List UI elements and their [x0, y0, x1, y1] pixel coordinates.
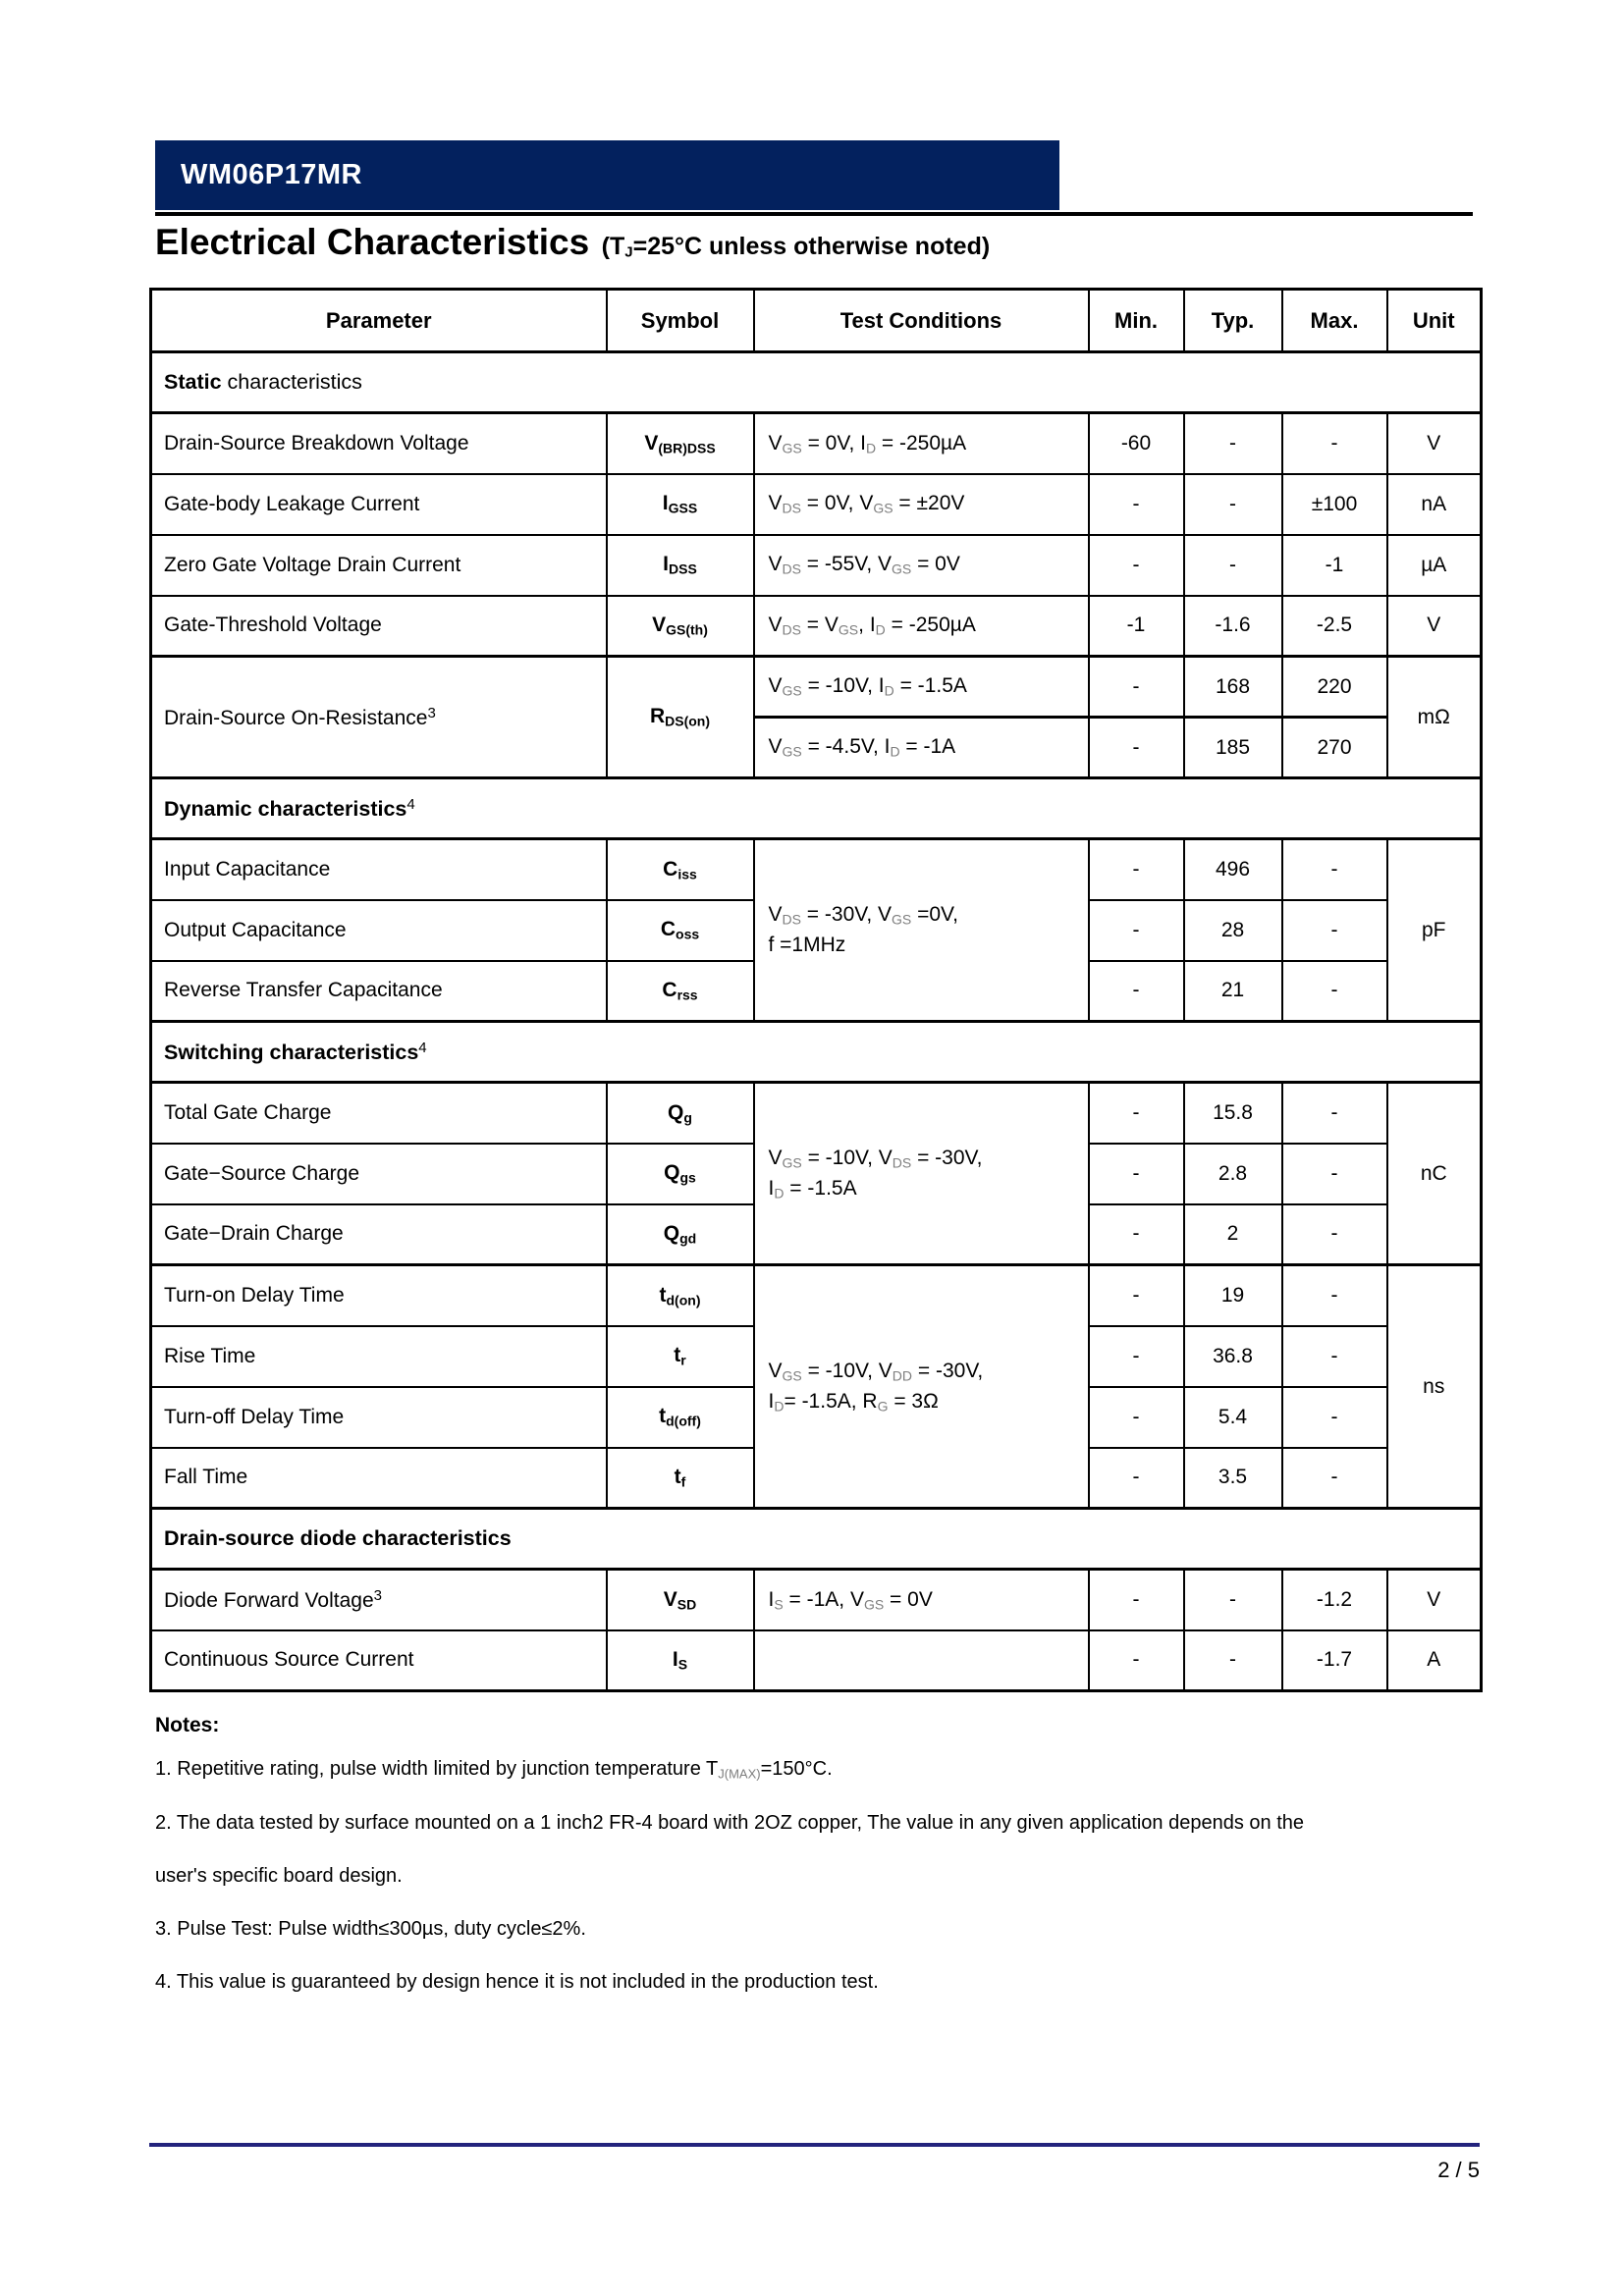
note-line: 4. This value is guaranteed by design hence it is not included in the production test. — [155, 1971, 879, 1994]
table-cell-param: Zero Gate Voltage Drain Current — [151, 535, 607, 596]
table-cell-cond: $V_{DS} = 0V$, $V_{GS} = \pm 20V$ — [754, 474, 1089, 535]
table-row — [151, 596, 1482, 657]
table-cell-num: - — [1089, 1448, 1184, 1509]
section-row — [151, 1022, 1482, 1083]
table-cell-param: Gate-body Leakage Current — [151, 474, 607, 535]
table-cell-num: 2 — [1184, 1204, 1282, 1265]
table-cell-num: - — [1089, 718, 1184, 778]
table-cell-param: Input Capacitance — [151, 839, 607, 900]
table-cell-sym: $V_{(BR)DSS}$ — [607, 413, 754, 474]
table-cell-num: - — [1184, 413, 1282, 474]
table-cell-num: -1.7 — [1282, 1630, 1387, 1691]
table-cell-param: Reverse Transfer Capacitance — [151, 961, 607, 1022]
footer-rule — [149, 2143, 1480, 2147]
table-cell-num: 220 — [1282, 657, 1387, 718]
table-cell-num: - — [1282, 1204, 1387, 1265]
note-line: user's specific board design. — [155, 1865, 403, 1888]
table-cell-num: 19 — [1184, 1265, 1282, 1326]
table-cell-num: - — [1184, 474, 1282, 535]
col-header-symbol: Symbol — [607, 290, 754, 352]
table-cell-sym: $Q_{gd}$ — [607, 1204, 754, 1265]
table-cell-num: 36.8 — [1184, 1326, 1282, 1387]
page-title-condition: ($T_J=25^\circ C$ unless otherwise noted) — [601, 233, 991, 261]
table-row — [151, 657, 1482, 718]
section-label: Dynamic characteristics$^4$ — [151, 778, 1482, 839]
table-cell-num: - — [1282, 1448, 1387, 1509]
table-row — [151, 1630, 1482, 1691]
table-row — [151, 1570, 1482, 1630]
table-cell-num: - — [1089, 1083, 1184, 1144]
section-label: Drain-source diode characteristics — [151, 1509, 1482, 1570]
table-cell-sym: $V_{SD}$ — [607, 1570, 754, 1630]
note-line: 2. The data tested by surface mounted on a 1 inch2 FR-4 board with 2OZ copper, The value in any given application depends on the — [155, 1812, 1305, 1835]
table-cell-num: -1.2 — [1282, 1570, 1387, 1630]
table-cell-sym: $C_{iss}$ — [607, 839, 754, 900]
table-cell-cond — [754, 1630, 1089, 1691]
table-cell-num: - — [1282, 839, 1387, 900]
table-cell-num: 21 — [1184, 961, 1282, 1022]
table-cell-param: Total Gate Charge — [151, 1083, 607, 1144]
table-cell-num: -2.5 — [1282, 596, 1387, 657]
table-cell-num: - — [1089, 1570, 1184, 1630]
table-row — [151, 1083, 1482, 1144]
table-cell-cond: $V_{DS} = -55V$, $V_{GS} = 0V$ — [754, 535, 1089, 596]
table-cell-unit: V — [1387, 596, 1482, 657]
table-row — [151, 1265, 1482, 1326]
table-cell-num: -1.6 — [1184, 596, 1282, 657]
table-cell-sym: $C_{rss}$ — [607, 961, 754, 1022]
table-cell-num: 5.4 — [1184, 1387, 1282, 1448]
header-rule — [155, 212, 1473, 216]
table-cell-num: - — [1089, 1204, 1184, 1265]
table-cell-num: -1 — [1282, 535, 1387, 596]
table-cell-unit: ns — [1387, 1265, 1482, 1509]
notes-heading: Notes: — [155, 1714, 220, 1736]
table-row — [151, 413, 1482, 474]
table-cell-param: Drain-Source Breakdown Voltage — [151, 413, 607, 474]
table-cell-num: - — [1282, 1265, 1387, 1326]
table-cell-num: 28 — [1184, 900, 1282, 961]
table-cell-sym: $t_r$ — [607, 1326, 754, 1387]
col-header-test-conditions: Test Conditions — [754, 290, 1089, 352]
table-cell-num: 270 — [1282, 718, 1387, 778]
table-cell-unit: nA — [1387, 474, 1482, 535]
table-cell-param: Fall Time — [151, 1448, 607, 1509]
table-cell-num: 15.8 — [1184, 1083, 1282, 1144]
table-row — [151, 535, 1482, 596]
section-label: Static characteristics — [151, 352, 1482, 413]
table-cell-num: - — [1184, 1570, 1282, 1630]
table-cell-unit: pF — [1387, 839, 1482, 1022]
table-row — [151, 474, 1482, 535]
note-line: 1. Repetitive rating, pulse width limited by junction temperature $T_{J(MAX)}=150^\circ C$. — [155, 1758, 833, 1782]
table-cell-num: -60 — [1089, 413, 1184, 474]
table-cell-num: -1 — [1089, 596, 1184, 657]
table-cell-param: Drain-Source On-Resistance$^3$ — [151, 657, 607, 778]
table-cell-num: 496 — [1184, 839, 1282, 900]
table-cell-unit: mΩ — [1387, 657, 1482, 778]
table-cell-param: Turn-off Delay Time — [151, 1387, 607, 1448]
table-cell-num: - — [1089, 900, 1184, 961]
section-row — [151, 352, 1482, 413]
table-cell-unit: V — [1387, 413, 1482, 474]
table-cell-param: Continuous Source Current — [151, 1630, 607, 1691]
table-cell-num: - — [1282, 1387, 1387, 1448]
table-cell-sym: $Q_g$ — [607, 1083, 754, 1144]
table-cell-num: 3.5 — [1184, 1448, 1282, 1509]
table-cell-num: - — [1089, 1387, 1184, 1448]
table-cell-num: - — [1089, 1326, 1184, 1387]
table-cell-sym: $t_{d(off)}$ — [607, 1387, 754, 1448]
table-cell-num: - — [1089, 474, 1184, 535]
table-cell-param: Turn-on Delay Time — [151, 1265, 607, 1326]
section-label: Switching characteristics$^4$ — [151, 1022, 1482, 1083]
table-row — [151, 839, 1482, 900]
page-number: 2 / 5 — [1437, 2158, 1480, 2182]
table-cell-param: Gate−Drain Charge — [151, 1204, 607, 1265]
col-header-min: Min. — [1089, 290, 1184, 352]
table-cell-num: - — [1089, 961, 1184, 1022]
table-cell-num: 168 — [1184, 657, 1282, 718]
table-cell-num: - — [1089, 1144, 1184, 1204]
table-cell-sym: $C_{oss}$ — [607, 900, 754, 961]
table-cell-num: 2.8 — [1184, 1144, 1282, 1204]
table-cell-param: Rise Time — [151, 1326, 607, 1387]
table-cell-sym: $V_{GS(th)}$ — [607, 596, 754, 657]
table-cell-cond: $I_S = -1A$, $V_{GS} = 0V$ — [754, 1570, 1089, 1630]
table-cell-sym: $Q_{gs}$ — [607, 1144, 754, 1204]
notes-section — [155, 1712, 1495, 2022]
table-cell-num: - — [1282, 1144, 1387, 1204]
table-cell-num: ±100 — [1282, 474, 1387, 535]
table-cell-param: Gate-Threshold Voltage — [151, 596, 607, 657]
table-cell-sym: $t_{d(on)}$ — [607, 1265, 754, 1326]
table-cell-num: - — [1282, 1083, 1387, 1144]
note-line: 3. Pulse Test: Pulse width≤300µs, duty cycle≤2%. — [155, 1918, 586, 1941]
table-cell-unit: V — [1387, 1570, 1482, 1630]
table-cell-cond: $V_{GS} = 0V$, $I_D = -250\mu A$ — [754, 413, 1089, 474]
table-cell-cond: $V_{GS} = -10V$, $V_{DS} = -30V$, $I_D = -1.5A$ — [754, 1083, 1089, 1265]
table-cell-num: - — [1282, 961, 1387, 1022]
table-header-row — [151, 290, 1482, 352]
col-header-max: Max. — [1282, 290, 1387, 352]
page-title — [155, 222, 990, 263]
table-cell-num: - — [1282, 413, 1387, 474]
table-cell-num: - — [1089, 1630, 1184, 1691]
table-cell-param: Output Capacitance — [151, 900, 607, 961]
table-cell-cond: $V_{GS} = -4.5V$, $I_D = -1A$ — [754, 718, 1089, 778]
table-cell-num: - — [1282, 1326, 1387, 1387]
table-cell-sym: $I_{DSS}$ — [607, 535, 754, 596]
col-header-typ: Typ. — [1184, 290, 1282, 352]
table-cell-sym: $I_{GSS}$ — [607, 474, 754, 535]
part-number: WM06P17MR — [181, 159, 362, 190]
table-cell-num: - — [1089, 535, 1184, 596]
electrical-characteristics-table — [149, 288, 1483, 1692]
col-header-parameter: Parameter — [151, 290, 607, 352]
page-title-main: Electrical Characteristics — [155, 222, 590, 262]
col-header-unit: Unit — [1387, 290, 1482, 352]
table-body — [151, 352, 1482, 1691]
section-row — [151, 778, 1482, 839]
table-cell-num: - — [1184, 535, 1282, 596]
table-cell-cond: $V_{GS} = -10V$, $I_D = -1.5A$ — [754, 657, 1089, 718]
table-cell-sym: $t_f$ — [607, 1448, 754, 1509]
table-cell-unit: nC — [1387, 1083, 1482, 1265]
table-cell-param: Diode Forward Voltage$^3$ — [151, 1570, 607, 1630]
section-row — [151, 1509, 1482, 1570]
table-cell-num: 185 — [1184, 718, 1282, 778]
table-cell-num: - — [1184, 1630, 1282, 1691]
table-cell-cond: $V_{DS} = -30V$, $V_{GS} =0V$, f =1MHz — [754, 839, 1089, 1022]
table-cell-num: - — [1089, 1265, 1184, 1326]
table-cell-num: - — [1282, 900, 1387, 961]
table-cell-sym: $I_S$ — [607, 1630, 754, 1691]
header-bar — [155, 140, 1059, 210]
table-cell-num: - — [1089, 657, 1184, 718]
table-cell-cond: $V_{DS} = V_{GS}$, $I_D = -250\mu A$ — [754, 596, 1089, 657]
table-cell-unit: A — [1387, 1630, 1482, 1691]
table-cell-num: - — [1089, 839, 1184, 900]
table-cell-param: Gate−Source Charge — [151, 1144, 607, 1204]
table-cell-cond: $V_{GS} = -10V$, $V_{DD} = -30V$, $I_D= -1.5A$, $R_G = 3\Omega$ — [754, 1265, 1089, 1509]
table-cell-sym: $R_{DS(on)}$ — [607, 657, 754, 778]
table-cell-unit: µA — [1387, 535, 1482, 596]
